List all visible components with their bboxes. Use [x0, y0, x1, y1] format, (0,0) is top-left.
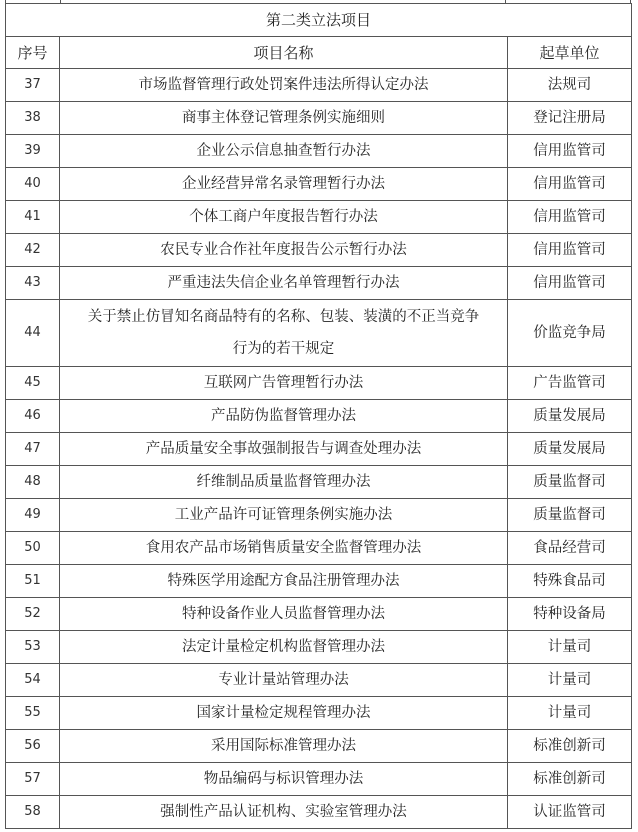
- table-row: [6, 763, 632, 796]
- project-name: 产品质量安全事故强制报告与调查处理办法: [60, 433, 508, 466]
- table-row: [6, 433, 632, 466]
- table-row: [6, 631, 632, 664]
- row-number: 43: [6, 267, 60, 300]
- table-row: [6, 102, 632, 135]
- table-row: [6, 234, 632, 267]
- row-number: 37: [6, 69, 60, 102]
- table-row: [6, 532, 632, 565]
- table-row: [6, 367, 632, 400]
- row-number: 44: [6, 300, 60, 367]
- table-row: [6, 135, 632, 168]
- project-name-line: 行为的若干规定: [232, 341, 335, 357]
- drafting-unit: 信用监管司: [508, 201, 632, 234]
- project-name-line: 关于禁止仿冒知名商品特有的名称、包装、装潢的不正当竞争: [87, 309, 480, 325]
- project-name: 特种设备作业人员监督管理办法: [60, 598, 508, 631]
- project-name: 商事主体登记管理条例实施细则: [60, 102, 508, 135]
- row-number: 52: [6, 598, 60, 631]
- row-number: 41: [6, 201, 60, 234]
- project-name: 强制性产品认证机构、实验室管理办法: [60, 796, 508, 829]
- row-number: 39: [6, 135, 60, 168]
- drafting-unit: 计量司: [508, 631, 632, 664]
- section-title-row: [6, 4, 632, 37]
- project-name: 工业产品许可证管理条例实施办法: [60, 499, 508, 532]
- section-title: 第二类立法项目: [6, 4, 632, 37]
- row-number: 56: [6, 730, 60, 763]
- row-number: 58: [6, 796, 60, 829]
- table-row: [6, 565, 632, 598]
- table-row: [6, 730, 632, 763]
- table-row: [6, 499, 632, 532]
- drafting-unit: 标准创新司: [508, 730, 632, 763]
- table-row: [6, 466, 632, 499]
- table-row: [6, 168, 632, 201]
- row-number: 45: [6, 367, 60, 400]
- project-name: 纤维制品质量监督管理办法: [60, 466, 508, 499]
- project-name: [60, 300, 508, 367]
- project-name: 法定计量检定机构监督管理办法: [60, 631, 508, 664]
- project-name: 特殊医学用途配方食品注册管理办法: [60, 565, 508, 598]
- project-name: 个体工商户年度报告暂行办法: [60, 201, 508, 234]
- row-number: 42: [6, 234, 60, 267]
- project-name: 企业公示信息抽查暂行办法: [60, 135, 508, 168]
- drafting-unit: 法规司: [508, 69, 632, 102]
- table-row: [6, 201, 632, 234]
- table-row: [6, 267, 632, 300]
- table-row: [6, 664, 632, 697]
- row-number: 38: [6, 102, 60, 135]
- row-number: 49: [6, 499, 60, 532]
- drafting-unit: 认证监管司: [508, 796, 632, 829]
- header-row: [6, 37, 632, 69]
- table-row: [6, 697, 632, 730]
- drafting-unit: 信用监管司: [508, 234, 632, 267]
- drafting-unit: 特种设备局: [508, 598, 632, 631]
- header-name: 项目名称: [60, 37, 508, 69]
- drafting-unit: 食品经营司: [508, 532, 632, 565]
- drafting-unit: 质量发展局: [508, 400, 632, 433]
- row-number: 50: [6, 532, 60, 565]
- table-row: [6, 400, 632, 433]
- table-row: [6, 69, 632, 102]
- legislation-table: [5, 3, 632, 829]
- project-name: 严重违法失信企业名单管理暂行办法: [60, 267, 508, 300]
- drafting-unit: 质量监督司: [508, 466, 632, 499]
- project-name: 市场监督管理行政处罚案件违法所得认定办法: [60, 69, 508, 102]
- drafting-unit: 质量发展局: [508, 433, 632, 466]
- table-row: [6, 796, 632, 829]
- drafting-unit: 登记注册局: [508, 102, 632, 135]
- row-number: 46: [6, 400, 60, 433]
- project-name: 食用农产品市场销售质量安全监督管理办法: [60, 532, 508, 565]
- row-number: 51: [6, 565, 60, 598]
- project-name: 物品编码与标识管理办法: [60, 763, 508, 796]
- project-name: 国家计量检定规程管理办法: [60, 697, 508, 730]
- drafting-unit: 广告监管司: [508, 367, 632, 400]
- row-number: 47: [6, 433, 60, 466]
- drafting-unit: 信用监管司: [508, 135, 632, 168]
- row-number: 40: [6, 168, 60, 201]
- project-name: 农民专业合作社年度报告公示暂行办法: [60, 234, 508, 267]
- drafting-unit: 计量司: [508, 697, 632, 730]
- drafting-unit: 信用监管司: [508, 267, 632, 300]
- drafting-unit: 信用监管司: [508, 168, 632, 201]
- row-number: 57: [6, 763, 60, 796]
- project-name: 采用国际标准管理办法: [60, 730, 508, 763]
- drafting-unit: 标准创新司: [508, 763, 632, 796]
- drafting-unit: 价监竞争局: [508, 300, 632, 367]
- table-row: [6, 300, 632, 367]
- row-number: 54: [6, 664, 60, 697]
- row-number: 48: [6, 466, 60, 499]
- drafting-unit: 质量监督司: [508, 499, 632, 532]
- row-number: 55: [6, 697, 60, 730]
- header-unit: 起草单位: [508, 37, 632, 69]
- project-name: 专业计量站管理办法: [60, 664, 508, 697]
- project-name: 产品防伪监督管理办法: [60, 400, 508, 433]
- project-name: 互联网广告管理暂行办法: [60, 367, 508, 400]
- drafting-unit: 计量司: [508, 664, 632, 697]
- header-number: 序号: [6, 37, 60, 69]
- project-name: 企业经营异常名录管理暂行办法: [60, 168, 508, 201]
- drafting-unit: 特殊食品司: [508, 565, 632, 598]
- table-row: [6, 598, 632, 631]
- row-number: 53: [6, 631, 60, 664]
